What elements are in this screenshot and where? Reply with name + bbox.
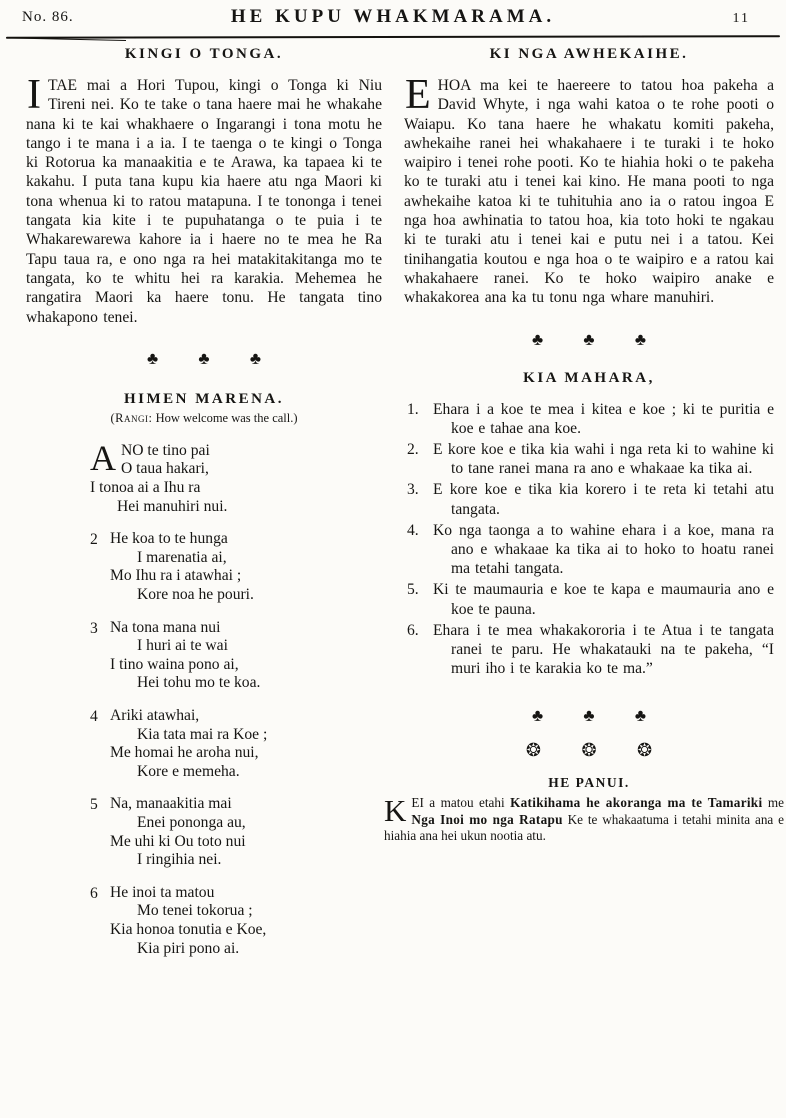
rosette-ornament: ❂ ❂ ❂: [525, 740, 671, 761]
stanza-line: He inoi ta matou: [110, 883, 215, 901]
hymn-stanza-2: [90, 530, 382, 604]
issue-number: No. 86.: [22, 9, 74, 25]
notice-text: me: [762, 795, 784, 811]
item-number: 2.: [407, 440, 419, 458]
item-text: Ehara i te mea whakakororia i te Atua i te tangata ranei te paru. He whakatauki na te pakeha, “I muri iho i te karakia ko te ma.”: [433, 621, 774, 678]
dropcap-A: A: [90, 437, 116, 478]
left-column: [26, 46, 382, 972]
hymn-stanza-6: [90, 884, 382, 958]
item-number: 5.: [407, 581, 419, 599]
hymn-stanza-4: [90, 707, 382, 781]
item-number: 6.: [407, 621, 419, 639]
stanza-line: He koa to te hunga: [110, 530, 228, 548]
tune-label: (Rangi:: [110, 410, 153, 425]
stanza-line: Mo Ihu ra i atawhai ;: [110, 567, 242, 585]
notice-body: [384, 795, 784, 844]
hymn-stanza-1: [90, 437, 382, 516]
hymn-tune-line: [26, 411, 382, 426]
masthead-rule: [6, 35, 780, 39]
list-item: [404, 621, 774, 679]
stanza-line: NO te tino pai: [121, 441, 210, 459]
dropcap-E: E: [405, 72, 431, 118]
stanza-line: Hei tohu mo te koa.: [137, 674, 261, 692]
reminders-list: [404, 400, 774, 679]
stanza-line: Kia honoa tonutia e Koe,: [110, 920, 267, 938]
list-item: [404, 521, 774, 579]
item-text: Ehara i a koe te mea i kitea e koe ; ki te puritia e koe e tahae ana koe.: [433, 400, 774, 437]
item-text: E kore koe e tika kia korero i te reta ki tetahi atu tangata.: [433, 481, 774, 518]
hymn-stanza-5: [90, 795, 382, 869]
item-number: 1.: [407, 400, 419, 418]
list-item: [404, 440, 774, 478]
notice-bold-katikihama: Katikihama he akoranga ma te Tamariki: [510, 795, 763, 811]
article-body-kingi-o-tonga: [26, 72, 382, 327]
item-number: 4.: [407, 521, 419, 539]
item-text: Ko nga taonga a to wahine ehara i a koe, mana ra ano e whakaae ka tika ai to hoko to hoatu ranei ma tetahi tangata.: [433, 521, 774, 578]
hymn-stanzas: [90, 437, 382, 958]
stanza-number: 6: [90, 884, 98, 902]
item-text: E kore koe e tika kia wahi i nga reta ki to wahine ki to tane ranei mana ra ano e whakaae ka tika ai.: [433, 440, 774, 478]
dropcap-I: I: [27, 72, 41, 118]
stanza-line: I marenatia ai,: [137, 548, 227, 566]
stanza-line: O taua hakari,: [121, 460, 209, 478]
article-body-ki-nga-awhekaihe: [404, 72, 774, 308]
stanza-line: I tino waina pono ai,: [110, 655, 239, 673]
stanza-line: Ariki atawhai,: [110, 706, 200, 724]
item-text: Ki te maumauria e koe te kapa e maumauria ano e koe te pauna.: [433, 581, 774, 618]
article-text: TAE mai a Hori Tupou, kingi o Tonga ki Niu Tireni nei. Ko te take o tana haere mai he whakahe nana ki te kai whakhaere o Ingarangi i tona motu he tango i te mana i a ia. I te taenga o te kingi o Tonga ki Rotorua ka manaakitia e te Arawa, ka tapaea ki te kakahu. I puta tana kupu kia haere atu nga Maori ki tona whenua ki to ratou matapuna. I te tononga i tenei tangata kia kite i te pupuhatanga o te puia i te Whakarewarewa kahore ia i haere no te mea he Ra Tapu taua ra, e ono nga ra hei matakitakitanga mo te tangata, ko te whitu hei ra karakia. Mehemea he rangatira Maori ka haere tonu. He tangata tino whakapono tenei.: [26, 77, 382, 326]
list-item: [404, 580, 774, 618]
page-number: 11: [732, 11, 750, 26]
masthead: [0, 4, 786, 34]
stanza-line: I huri ai te wai: [137, 637, 228, 655]
notice-text: Ke te whakaatuma i tetahi minita ana e hiahia ana hei ukun nootia atu.: [384, 811, 784, 843]
right-column: [384, 46, 784, 844]
clubs-ornament: ♣ ♣ ♣: [532, 329, 664, 349]
notice-text: EI a matou etahi: [411, 795, 511, 811]
list-item: [404, 480, 774, 518]
clubs-ornament: ♣ ♣ ♣: [147, 348, 279, 368]
notice-heading: HE PANUI.: [548, 775, 630, 791]
article-heading-ki-nga-awhekaihe: KI NGA AWHEKAIHE.: [489, 46, 689, 62]
stanza-line: Hei manuhiri nui.: [117, 497, 228, 515]
item-number: 3.: [407, 481, 419, 499]
stanza-line: Kia piri pono ai.: [137, 939, 240, 957]
stanza-line: Na tona mana nui: [110, 618, 221, 636]
stanza-number: 3: [90, 619, 98, 637]
reminders-heading: KIA MAHARA,: [523, 369, 655, 386]
stanza-number: 2: [90, 531, 98, 549]
stanza-line: I tonoa ai a Ihu ra: [90, 479, 201, 497]
clubs-ornament: ♣ ♣ ♣: [532, 706, 664, 726]
stanza-line: Me uhi ki Ou toto nui: [110, 832, 246, 850]
stanza-number: 4: [90, 707, 98, 725]
tune-text: How welcome was the call.): [152, 410, 298, 425]
hymn-stanza-3: [90, 619, 382, 693]
stanza-line: Mo tenei tokorua ;: [137, 902, 253, 920]
stanza-line: Enei pononga au,: [137, 813, 246, 831]
article-text: HOA ma kei te haereere to tatou hoa pakeha a David Whyte, i nga wahi katoa o te rohe pooti o Waiapu. Ko tana haere he whakatu komiti pakeha, awhekaihe ranei hei whakahaere i te turaki i te hoko waipiro i tenei rohe pooti. Ko te hiahia hoki o te pakeha ko te turaki atu i tenei kai kino. He mana pooti to nga awhekaihe katoa ki te tuhituhia ano ia o ratou ingoa E nga hoa awhinatia to tatou hoa, kia toto hoki te ngakau ki te turaki atu i tenei kai e putu nei i a tatou. Kei tinihangatia koutou e nga hoa o te waipiro e a ratou kai whakahaere ranei. Ko te hoko waipiro anake e whakakorea ana ka tu tonu nga whare manuhiri.: [404, 77, 774, 307]
stanza-line: Kore e memeha.: [137, 762, 240, 780]
stanza-line: Na, manaakitia mai: [110, 795, 232, 813]
stanza-line: Kia tata mai ra Koe ;: [137, 725, 268, 743]
stanza-line: Kore noa he pouri.: [137, 586, 254, 604]
dropcap-K: K: [384, 793, 407, 829]
stanza-line: Me homai he aroha nui,: [110, 744, 259, 762]
notice-bold-nga-inoi: Nga Inoi mo nga Ratapu: [411, 811, 563, 827]
stanza-number: 5: [90, 796, 98, 814]
article-heading-kingi-o-tonga: KINGI O TONGA.: [124, 46, 284, 62]
paper-title: HE KUPU WHAKMARAMA.: [230, 6, 556, 27]
hymn-heading: HIMEN MARENA.: [124, 390, 284, 407]
stanza-line: I ringihia nei.: [137, 851, 222, 869]
list-item: [404, 400, 774, 438]
